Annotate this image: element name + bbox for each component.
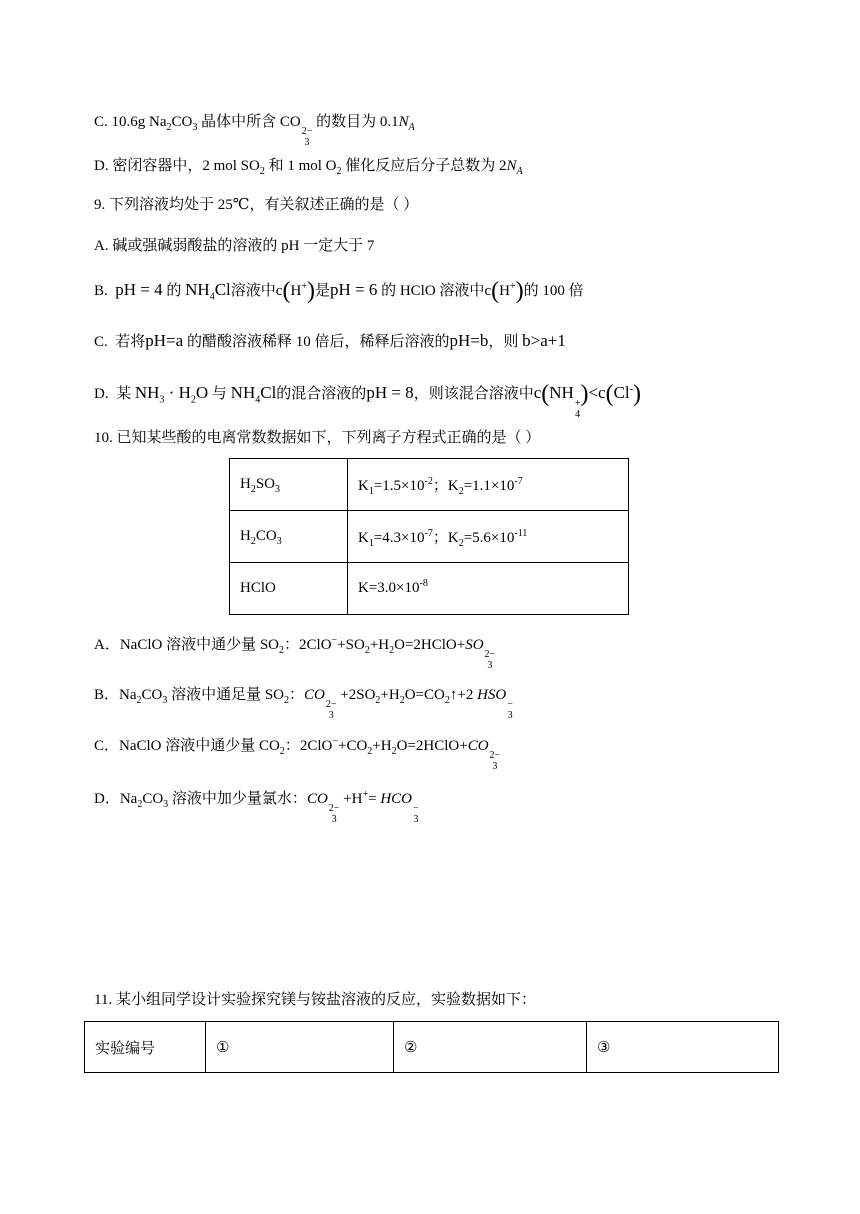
ion-charge: 2− 3 — [301, 126, 313, 148]
table-row — [230, 563, 629, 615]
constant-cell: $K_1=1.5\times 10^{-2}$；$K_2=1.1\times 10^{-7}$ — [348, 459, 629, 511]
option-8c: C. 10.6g $Na_2CO_3$ 晶体中所含 CO 2− 3 的数目为 $0.1N_A$ — [94, 114, 415, 148]
acid-name-cell: $H_2SO_3$ — [230, 459, 348, 511]
option-10b: B．$Na_2CO_3$ 溶液中通足量 $SO_2$：CO 2− 3 $+2SO_2+H_2O=CO_2↑+2$ HSO − 3 — [94, 687, 513, 721]
option-10d: D．$Na_2CO_3$ 溶液中加少量氯水：CO 2− 3 +H+= HCO − 3 — [94, 789, 419, 825]
table-row — [230, 511, 629, 563]
constant-cell: $K_1=4.3\times 10^{-7}$；$K_2=5.6\times 10^{-11}$ — [348, 511, 629, 563]
table-row — [85, 1022, 779, 1073]
acid-name-cell: HClO — [230, 563, 348, 615]
experiment-col-2: ② — [394, 1022, 587, 1073]
option-10c: C．NaClO 溶液中通少量 $CO_2$：$2ClO^-+CO_2+H_2O=2HClO+CO$ 2− 3 — [94, 736, 501, 772]
option-10a: A．NaClO 溶液中通少量 $SO_2$：$2ClO^-+SO_2+H_2O=2HClO+SO$ 2− 3 — [94, 635, 496, 671]
acid-name-cell: $H_2CO_3$ — [230, 511, 348, 563]
experiment-header-cell: 实验编号 — [85, 1022, 206, 1073]
option-9d: D. 某 $NH_3 \cdot H_2O$ 与 $NH_4Cl$的混合溶液的pH = 8，则该混合溶液中c(NH + 4 )<c(Cl-) — [94, 381, 641, 420]
option-9a: A. 碱或强碱弱酸盐的溶液的 pH 一定大于 7 — [94, 238, 375, 254]
option-9b: B. pH = 4 的 $NH_4Cl$溶液中c(H+)是pH = 6 的 HClO 溶液中c(H+)的 100 倍 — [94, 278, 584, 304]
constant-cell: $K=3.0\times 10^{-8}$ — [348, 563, 629, 615]
experiment-col-3: ③ — [587, 1022, 779, 1073]
question-10-stem: 10. 已知某些酸的电离常数数据如下，下列离子方程式正确的是（ ） — [94, 430, 541, 446]
experiment-col-1: ① — [206, 1022, 394, 1073]
question-9-stem: 9. 下列溶液均处于 25℃，有关叙述正确的是（ ） — [94, 197, 419, 213]
question-11-stem: 11. 某小组同学设计实验探究镁与铵盐溶液的反应，实验数据如下： — [94, 992, 536, 1008]
table-row — [230, 459, 629, 511]
option-8d: D. 密闭容器中，2 mol $SO_2$ 和 1 mol $O_2$ 催化反应后分子总数为 $2N_A$ — [94, 158, 523, 177]
acid-constant-table — [229, 458, 629, 615]
option-9c: C. 若将pH=a 的醋酸溶液稀释 10 倍后，稀释后溶液的pH=b，则 b>a+1 — [94, 331, 566, 350]
experiment-table — [84, 1021, 779, 1073]
